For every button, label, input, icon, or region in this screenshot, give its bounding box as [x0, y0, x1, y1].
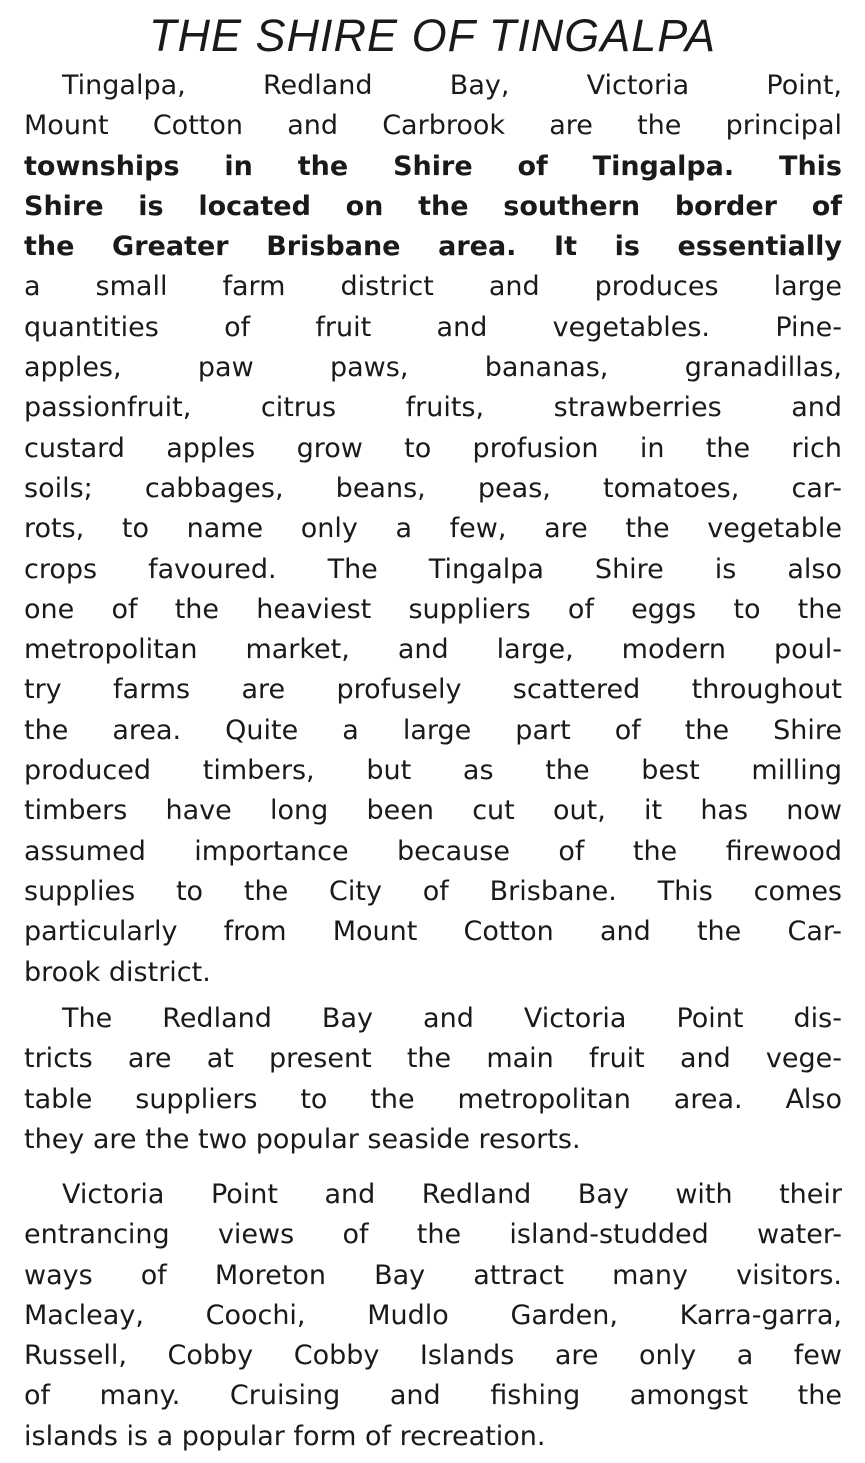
text-line: they are the two popular seaside resorts.	[24, 1123, 581, 1155]
text-line: passionfruit, citrus fruits, strawberries and	[24, 392, 842, 424]
text-line: islands is a popular form of recreation.	[24, 1420, 546, 1452]
text-line: metropolitan market, and large, modern poul-	[24, 634, 842, 666]
text-line: produced timbers, but as the best milling	[24, 755, 842, 787]
paragraph-3	[24, 1175, 842, 1457]
text-line: of many. Cruising and fishing amongst the	[24, 1380, 842, 1412]
text-line: entrancing views of the island-studded water-	[24, 1219, 842, 1251]
text-line: tricts are at present the main fruit and vege-	[24, 1043, 842, 1075]
text-line: assumed importance because of the firewood	[24, 835, 842, 867]
paragraph-2	[24, 999, 842, 1160]
text-line-emphasis: the Greater Brisbane area. It is essentially	[24, 231, 842, 263]
text-line: The Redland Bay and Victoria Point dis-	[62, 1003, 842, 1034]
text-line: particularly from Mount Cotton and the Car-	[24, 916, 842, 948]
article-title: THE SHIRE OF TINGALPA	[149, 10, 716, 61]
text-line: Macleay, Coochi, Mudlo Garden, Karra-garra,	[24, 1299, 842, 1331]
text-line: a small farm district and produces large	[24, 271, 842, 303]
text-line: rots, to name only a few, are the vegetable	[24, 513, 842, 545]
text-line: apples, paw paws, bananas, granadillas,	[24, 352, 842, 384]
text-line: Tingalpa, Redland Bay, Victoria Point,	[62, 70, 842, 101]
paragraph-1	[24, 66, 842, 993]
text-line: brook district.	[24, 956, 211, 988]
text-line: one of the heaviest suppliers of eggs to the	[24, 593, 842, 625]
text-line: Russell, Cobby Cobby Islands are only a few	[24, 1340, 842, 1372]
text-line: Mount Cotton and Carbrook are the principal	[24, 110, 842, 142]
text-line: ways of Moreton Bay attract many visitors.	[24, 1259, 842, 1291]
text-line: try farms are profusely scattered throughout	[24, 674, 842, 706]
text-line: quantities of fruit and vegetables. Pine-	[24, 311, 842, 343]
text-line: table suppliers to the metropolitan area. Also	[24, 1083, 842, 1115]
text-line-emphasis: Shire is located on the southern border of	[24, 190, 842, 222]
text-line: supplies to the City of Brisbane. This comes	[24, 875, 842, 907]
text-line: custard apples grow to profusion in the rich	[24, 432, 842, 464]
text-line: timbers have long been cut out, it has now	[24, 795, 842, 827]
text-line: Victoria Point and Redland Bay with their	[62, 1179, 842, 1210]
text-line: soils; cabbages, beans, peas, tomatoes, car-	[24, 472, 842, 504]
text-line-emphasis: townships in the Shire of Tingalpa. This	[24, 150, 842, 182]
text-line: the area. Quite a large part of the Shire	[24, 714, 842, 746]
text-line: crops favoured. The Tingalpa Shire is also	[24, 553, 842, 585]
